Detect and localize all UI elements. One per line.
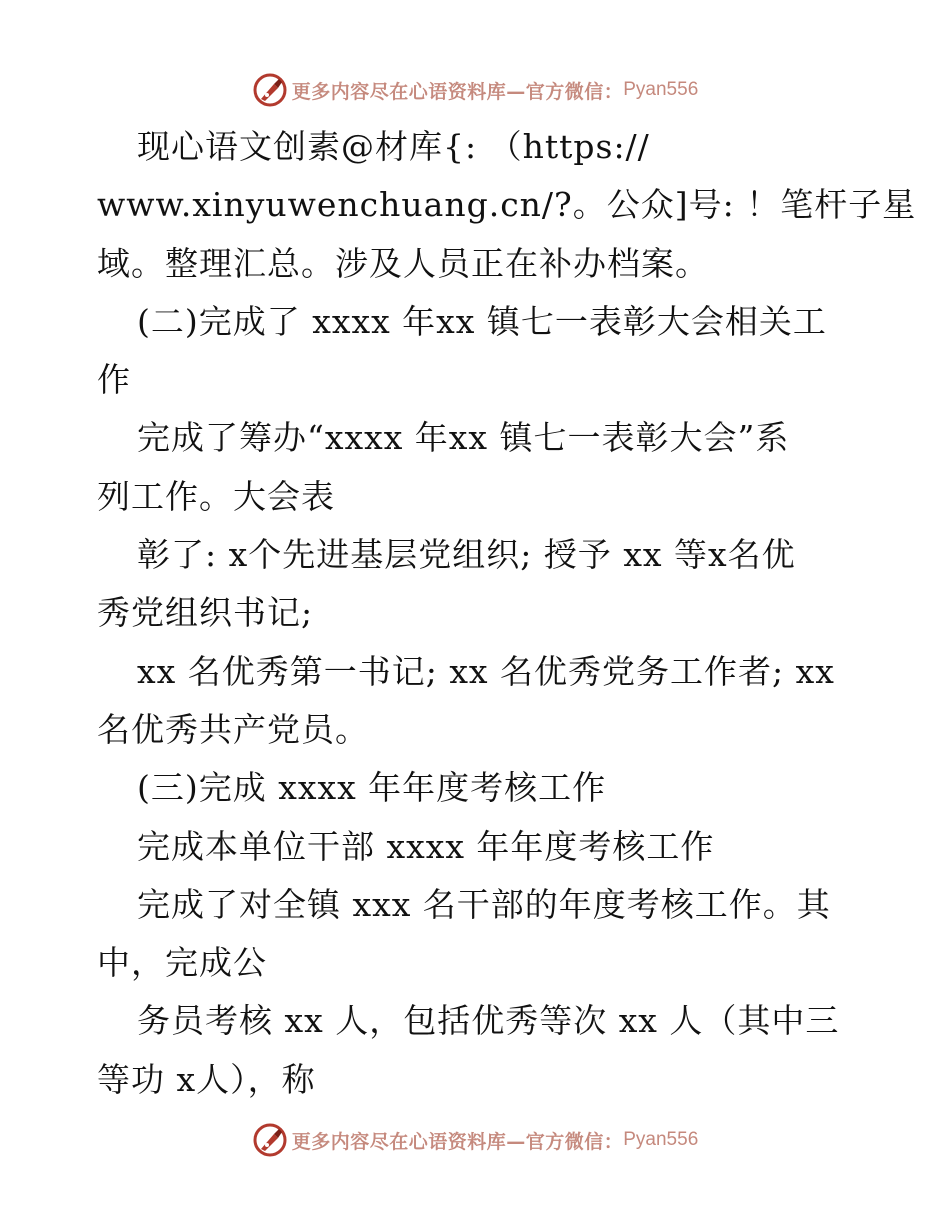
- text-line: 作: [97, 360, 131, 400]
- pen-nib-logo-icon: [252, 1122, 288, 1158]
- text-line: www.xinyuwenchuang.cn/?。公众]号: ！笔杆子星: [97, 185, 917, 225]
- text-line: xx 名优秀第一书记; xx 名优秀党务工作者; xx: [137, 651, 835, 691]
- text-line: 列工作。大会表: [97, 476, 335, 516]
- document-body: [97, 118, 917, 1109]
- footer-watermark: [0, 1120, 950, 1160]
- section-heading: (三)完成 xxxx 年年度考核工作: [137, 768, 607, 808]
- text-line: 现心语文创素@材库{: （https://: [137, 127, 650, 166]
- watermark-text: 更多内容尽在心语资料库—官方微信：: [291, 80, 624, 103]
- text-line: 域。整理汇总。涉及人员正在补办档案。: [97, 243, 709, 283]
- header-watermark: [0, 70, 950, 110]
- text-line: 彰了: x个先进基层党组织; 授予 xx 等x名优: [137, 535, 796, 575]
- text-line: 等功 x人），称: [97, 1059, 316, 1099]
- section-heading: (二)完成了 xxxx 年xx 镇七一表彰大会相关工: [137, 301, 827, 341]
- text-line: 中，完成公: [97, 943, 267, 983]
- text-line: 完成本单位干部 xxxx 年年度考核工作: [137, 826, 715, 866]
- text-line: 名优秀共产党员。: [97, 709, 369, 749]
- text-line: 完成了对全镇 xxx 名干部的年度考核工作。其: [137, 884, 831, 924]
- text-line: 秀党组织书记;: [97, 593, 314, 633]
- watermark-wechat-id: Pyan556: [623, 1129, 699, 1150]
- watermark-wechat-id: Pyan556: [623, 79, 699, 100]
- pen-nib-logo-icon: [252, 72, 288, 108]
- text-line: 完成了筹办“xxxx 年xx 镇七一表彰大会”系: [137, 418, 790, 458]
- watermark-text: 更多内容尽在心语资料库—官方微信：: [291, 1130, 624, 1153]
- text-line: 务员考核 xx 人，包括优秀等次 xx 人（其中三: [137, 1001, 840, 1041]
